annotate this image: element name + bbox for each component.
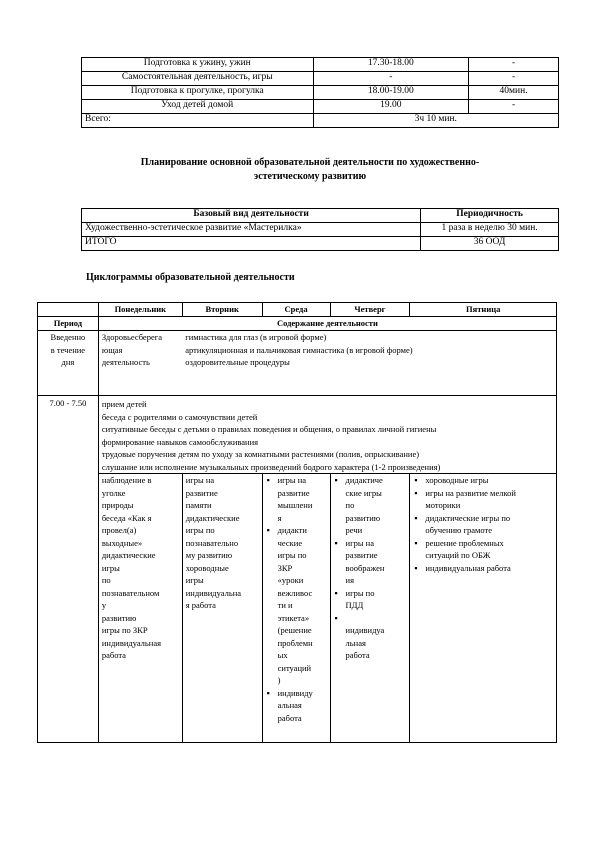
morning-days-row <box>38 474 557 743</box>
activity-line: льная <box>345 637 366 648</box>
plain-item <box>266 574 327 687</box>
activity-line: проблемн <box>277 637 313 648</box>
activity-line: работа <box>101 650 126 660</box>
activity-line: ▪ игры на <box>277 475 307 485</box>
schedule-activity: Уход детей домой <box>82 100 314 114</box>
activity-line: му развитию <box>185 550 233 560</box>
day-wednesday: Среда <box>262 303 330 317</box>
general-activity-line: слушание или исполнение музыкальных произведений бодрого характера (1-2 произведения) <box>101 461 441 472</box>
schedule-row <box>82 86 559 100</box>
period-line: в течение <box>50 344 86 355</box>
tuesday-activities <box>182 474 262 743</box>
period-line: Введенно <box>50 332 86 342</box>
activity-line: ых <box>277 650 288 660</box>
activity-line: ▪ индивидуальная работа <box>425 562 511 573</box>
health-label <box>98 331 182 396</box>
activity-cell: Художественно-эстетическое развитие «Мастерилка» <box>82 223 421 237</box>
schedule-total-row <box>82 114 559 128</box>
activity-line: хороводные <box>185 562 229 573</box>
activity-line: обучению грамоте <box>425 525 493 535</box>
activity-line: ситуаций по ОБЖ <box>425 550 491 560</box>
days-row <box>38 303 557 317</box>
activity-line: игры на <box>185 475 215 485</box>
total-label: ИТОГО <box>82 237 421 251</box>
label-line: ющая <box>101 344 123 355</box>
activity-line: воображен <box>345 562 385 573</box>
schedule-duration: 40мин. <box>469 86 559 100</box>
activity-line: индивидуа <box>345 625 385 635</box>
activity-line: игры <box>185 575 204 585</box>
activity-line: мышлени <box>277 500 313 510</box>
activity-line: речи <box>345 525 363 535</box>
activity-line: дидактические <box>101 550 156 560</box>
activity-line: ситуаций <box>277 662 312 673</box>
bullet-item <box>266 687 327 725</box>
activity-line: ские игры <box>345 487 382 498</box>
activity-line: моторики <box>425 500 461 510</box>
heading-line-2: эстетическому развитию <box>253 171 367 182</box>
schedule-total-label: Всего: <box>82 114 314 128</box>
activity-line: игры по <box>277 550 307 560</box>
bullet-item <box>413 537 553 562</box>
general-activity-line: ситуативные беседы с детьми о правилах поведения и общения, о правилах личной гигиены <box>101 424 437 434</box>
activity-line: ▪ игры на <box>345 537 374 548</box>
activity-line: природы <box>101 500 134 510</box>
activity-line: развитию <box>345 512 381 523</box>
schedule-total-value: 3ч 10 мин. <box>313 114 558 128</box>
activity-line: ) <box>277 675 281 685</box>
morning-general <box>98 396 556 474</box>
activity-line: работа <box>345 650 370 660</box>
bullet-item <box>266 524 327 574</box>
health-content <box>182 331 556 396</box>
activity-line: наблюдение в <box>101 475 152 485</box>
wednesday-activities <box>262 474 330 743</box>
activity-line: я <box>277 512 282 523</box>
activity-line: по <box>345 500 355 510</box>
schedule-time: 18.00-19.00 <box>313 86 469 100</box>
health-row <box>38 331 557 396</box>
activity-line: памяти <box>185 500 212 510</box>
bullet-item <box>334 612 407 625</box>
activity-line: дидактические <box>185 512 240 523</box>
period-header: Период <box>38 317 99 331</box>
activity-line: по <box>101 575 111 585</box>
thursday-activities <box>330 474 410 743</box>
content-line: гимнастика для глаз (в игровой форме) <box>185 332 327 342</box>
activity-line: я работа <box>185 600 216 610</box>
general-activity-line: трудовые поручения детям по уходу за комнатными растениями (полив, опрыскивание) <box>101 449 420 459</box>
schedule-row <box>82 100 559 114</box>
schedule-activity: Самостоятельная деятельность, игры <box>82 72 314 86</box>
bullet-item <box>334 474 407 537</box>
empty-corner <box>38 303 99 317</box>
activity-line: игры по ЗКР <box>101 625 148 635</box>
cyclogram-table <box>37 302 557 743</box>
activity-line: ▪ дидактиче <box>345 475 383 485</box>
schedule-time: 19.00 <box>313 100 469 114</box>
content-line: оздоровительные процедуры <box>185 357 290 367</box>
activity-line: игры по <box>185 525 215 535</box>
content-header: Содержание деятельности <box>98 317 556 331</box>
activity-line: беседа «Как я <box>101 512 152 523</box>
bullet-item <box>266 474 327 524</box>
bullet-item <box>413 474 553 487</box>
day-monday: Понедельник <box>98 303 182 317</box>
activity-line: познавательном <box>101 587 160 598</box>
day-thursday: Четверг <box>330 303 410 317</box>
total-value: 36 ООД <box>421 237 559 251</box>
day-tuesday: Вторник <box>182 303 262 317</box>
schedule-duration: - <box>469 58 559 72</box>
bullet-item <box>413 487 553 512</box>
activity-line: ческие <box>277 537 303 548</box>
activity-line: вежливос <box>277 587 313 598</box>
activity-line: развитию <box>101 612 137 623</box>
section-heading <box>60 156 560 184</box>
activity-line: «уроки <box>277 575 304 585</box>
activity-line: игры <box>101 562 120 573</box>
activity-line: работа <box>277 712 302 723</box>
schedule-activity: Подготовка к ужину, ужин <box>82 58 314 72</box>
schedule-duration: - <box>469 100 559 114</box>
activity-line: ▪ игры на развитие мелкой <box>425 487 516 498</box>
activity-line <box>346 612 407 625</box>
activity-line: ▪ дидакти <box>277 525 307 535</box>
activity-line: познавательно <box>185 537 239 548</box>
activity-line: ▪ игры по <box>345 587 375 598</box>
monday-activities <box>98 474 182 743</box>
bullet-item <box>413 562 553 575</box>
daily-schedule-table <box>81 57 559 128</box>
schedule-row <box>82 72 559 86</box>
activity-line: уголке <box>101 487 126 498</box>
plain-item <box>334 624 407 662</box>
activity-periodicity-table <box>81 208 559 251</box>
morning-row <box>38 396 557 474</box>
activity-line: индивидуальная <box>101 637 162 648</box>
activity-line: ▪ хороводные игры <box>425 475 489 485</box>
activity-line: развитие <box>277 487 310 498</box>
morning-period: 7.00 - 7.50 <box>38 396 99 743</box>
schedule-time: - <box>313 72 469 86</box>
period-line: дня <box>61 357 75 367</box>
activity-line: ия <box>345 575 354 585</box>
general-activity-line: прием детей <box>101 399 147 409</box>
day-friday: Пятница <box>410 303 557 317</box>
general-activity-line: беседа с родителями о самочувствии детей <box>101 411 258 422</box>
header-activity: Базовый вид деятельности <box>82 209 421 223</box>
activity-line: провел(а) <box>101 525 137 535</box>
period-header-row <box>38 317 557 331</box>
label-line: деятельность <box>101 357 150 367</box>
activity-line: этикета» <box>277 612 310 623</box>
activity-line: ти и <box>277 600 293 610</box>
activity-line: альная <box>277 700 302 710</box>
activity-line: индивидуальна <box>185 587 242 598</box>
activity-line: развитие <box>345 550 378 560</box>
header-periodicity: Периодичность <box>421 209 559 223</box>
bullet-item <box>334 537 407 587</box>
periodicity-cell: 1 раза в неделю 30 мин. <box>421 223 559 237</box>
activity-line: ▪ индивиду <box>277 687 313 698</box>
activity-line: ▪ решение проблемных <box>425 537 504 548</box>
activity-line: (решение <box>277 625 312 635</box>
general-activity-line: формирование навыков самообслуживания <box>101 436 259 447</box>
schedule-time: 17.30-18.00 <box>313 58 469 72</box>
activity-line: ▪ дидактические игры по <box>425 512 511 523</box>
schedule-activity: Подготовка к прогулке, прогулка <box>82 86 314 100</box>
activity-line: ЗКР <box>277 562 293 573</box>
schedule-row <box>82 58 559 72</box>
activity-line: выходные» <box>101 537 143 548</box>
heading-line-1: Планирование основной образовательной деятельности по художественно- <box>140 157 480 168</box>
health-period <box>38 331 99 396</box>
activity-line: у <box>101 600 107 610</box>
activity-line: ПДД <box>345 600 364 610</box>
schedule-duration: - <box>469 72 559 86</box>
bullet-item <box>334 587 407 612</box>
label-line: Здоровьесберега <box>101 332 162 342</box>
content-line: артикуляционная и пальчиковая гимнастика (в игровой форме) <box>185 344 413 355</box>
activity-line: развитие <box>185 487 218 498</box>
friday-activities <box>410 474 557 743</box>
bullet-item <box>413 512 553 537</box>
cyclogram-heading: Циклограммы образовательной деятельности <box>86 272 295 283</box>
